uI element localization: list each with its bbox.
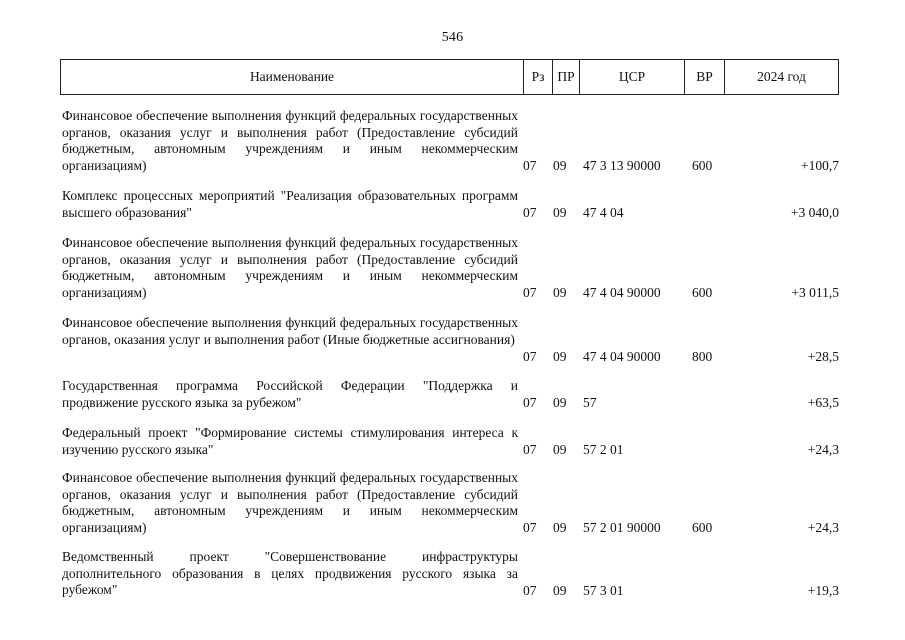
row-csr: 57 2 01 xyxy=(583,441,624,457)
row-name: Ведомственный проект "Совершенствование инфраструктуры дополнительного образования в целях продвижения русского языка за рубежом" xyxy=(62,549,518,597)
row-amount: +24,3 xyxy=(807,441,839,457)
row-pr: 09 xyxy=(553,348,567,364)
column-header-vr: ВР xyxy=(685,60,725,94)
column-header-csr: ЦСР xyxy=(580,60,685,94)
row-amount: +24,3 xyxy=(807,519,839,535)
row-name: Финансовое обеспечение выполнения функций федеральных государственных органов, оказания услуг и выполнения работ (Иные бюджетные ассигнования) xyxy=(62,315,518,347)
row-amount: +19,3 xyxy=(807,582,839,598)
row-csr: 57 2 01 90000 xyxy=(583,519,661,535)
column-header-name: Наименование xyxy=(61,60,524,94)
row-pr: 09 xyxy=(553,441,567,457)
row-rz: 07 xyxy=(523,348,537,364)
row-rz: 07 xyxy=(523,519,537,535)
table-row xyxy=(60,549,839,599)
row-name: Финансовое обеспечение выполнения функций федеральных государственных органов, оказания услуг и выполнения работ (Предоставление субсидий бюджетным, автономным учреждениям и иным некоммерческим организациям) xyxy=(62,470,518,535)
row-name: Федеральный проект "Формирование системы стимулирования интереса к изучению русского языка" xyxy=(62,425,518,457)
column-header-rz: Рз xyxy=(524,60,553,94)
table-row xyxy=(60,425,839,458)
row-csr: 57 xyxy=(583,394,597,410)
row-name: Комплекс процессных мероприятий "Реализация образовательных программ высшего образования" xyxy=(62,188,518,220)
row-rz: 07 xyxy=(523,441,537,457)
row-rz: 07 xyxy=(523,582,537,598)
row-rz: 07 xyxy=(523,157,537,173)
table-row xyxy=(60,315,839,365)
row-amount: +28,5 xyxy=(807,348,839,364)
row-pr: 09 xyxy=(553,582,567,598)
row-pr: 09 xyxy=(553,394,567,410)
row-pr: 09 xyxy=(553,519,567,535)
table-row xyxy=(60,235,839,301)
row-amount: +100,7 xyxy=(801,157,839,173)
row-vr: 600 xyxy=(692,284,713,300)
row-name: Государственная программа Российской Федерации "Поддержка и продвижение русского языка за рубежом" xyxy=(62,378,518,410)
column-header-pr: ПР xyxy=(553,60,580,94)
row-name: Финансовое обеспечение выполнения функций федеральных государственных органов, оказания услуг и выполнения работ (Предоставление субсидий бюджетным, автономным учреждениям и иным некоммерческим организациям) xyxy=(62,108,518,173)
row-rz: 07 xyxy=(523,284,537,300)
row-amount: +3 011,5 xyxy=(791,284,839,300)
table-row xyxy=(60,188,839,221)
row-amount: +3 040,0 xyxy=(790,204,839,220)
row-vr: 600 xyxy=(692,157,713,173)
row-vr: 600 xyxy=(692,519,713,535)
table-header xyxy=(60,59,839,95)
row-csr: 47 4 04 90000 xyxy=(583,348,661,364)
row-csr: 47 3 13 90000 xyxy=(583,157,661,173)
row-pr: 09 xyxy=(553,204,567,220)
table-row xyxy=(60,108,839,174)
row-name: Финансовое обеспечение выполнения функций федеральных государственных органов, оказания услуг и выполнения работ (Предоставление субсидий бюджетным, автономным учреждениям и иным некоммерческим организациям) xyxy=(62,235,518,300)
row-csr: 57 3 01 xyxy=(583,582,624,598)
row-pr: 09 xyxy=(553,157,567,173)
row-pr: 09 xyxy=(553,284,567,300)
table-row xyxy=(60,378,839,411)
row-rz: 07 xyxy=(523,204,537,220)
row-csr: 47 4 04 xyxy=(583,204,624,220)
row-vr: 800 xyxy=(692,348,713,364)
row-amount: +63,5 xyxy=(807,394,839,410)
page-number: 546 xyxy=(441,30,464,45)
row-rz: 07 xyxy=(523,394,537,410)
row-csr: 47 4 04 90000 xyxy=(583,284,661,300)
column-header-year: 2024 год xyxy=(757,69,806,84)
table-row xyxy=(60,470,839,536)
